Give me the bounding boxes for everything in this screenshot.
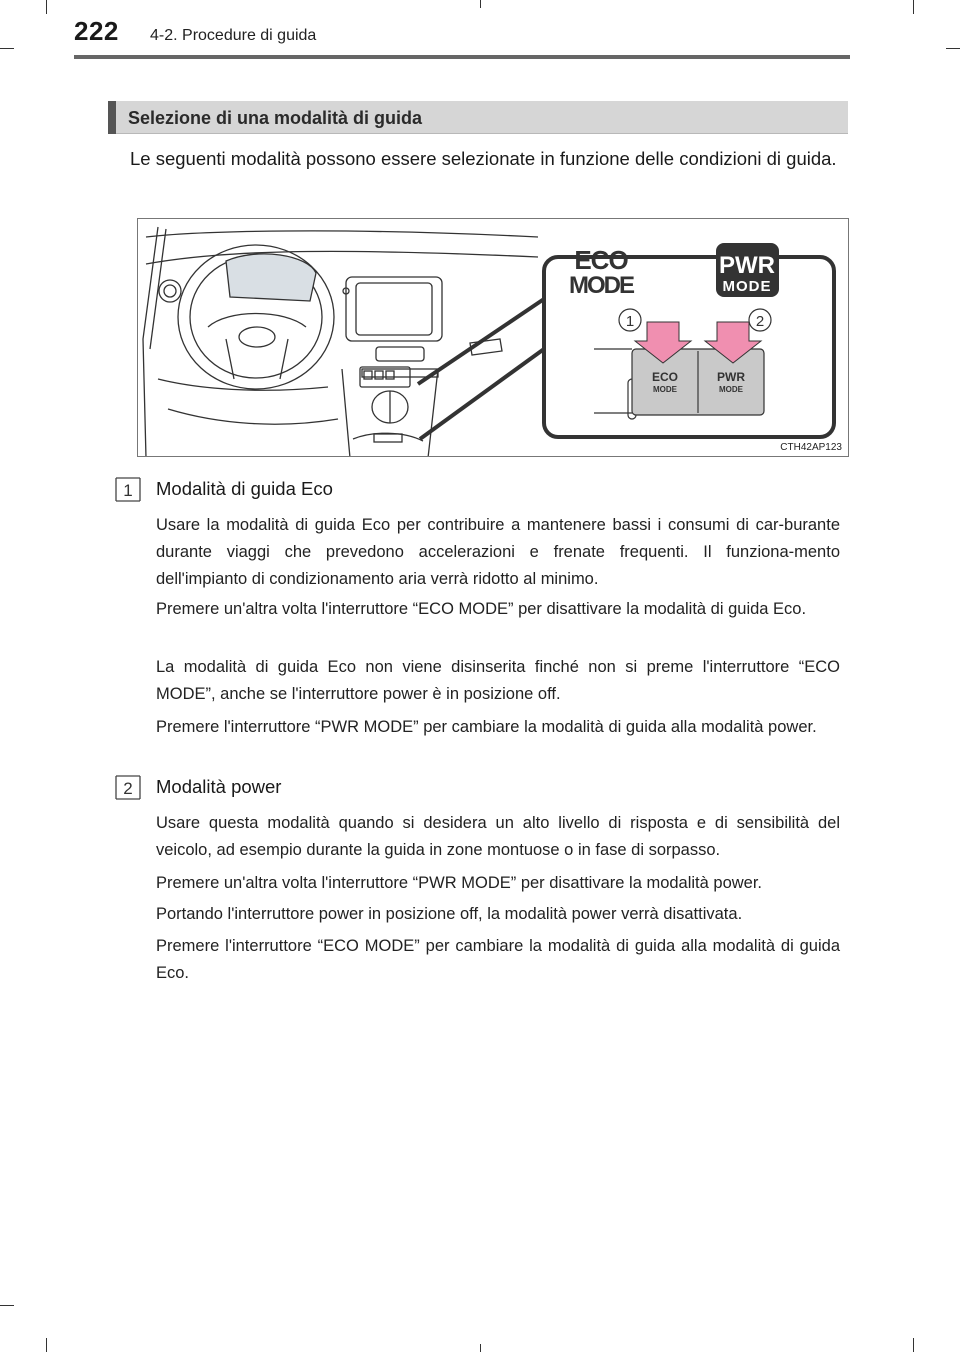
item-title-power: Modalità power (156, 776, 282, 797)
pwr-logo-line2: MODE (722, 278, 772, 295)
callout-label-1: 1 (625, 313, 635, 330)
dashboard-figure (137, 218, 849, 457)
crop-mark (0, 1305, 14, 1306)
pwr-switch-line2: MODE (719, 385, 743, 394)
item-number-text: 1 (123, 481, 133, 500)
eco-logo-line1: ECO (574, 245, 628, 275)
crop-mark (0, 48, 14, 49)
pwr-logo-line1: PWR (719, 252, 775, 279)
item-paragraph: La modalità di guida Eco non viene disinserita finché non si preme l'interruttore “ECO MODE”, anche se l'interruttore power è in posizione off. (156, 658, 840, 703)
number-box-icon (115, 775, 141, 800)
chapter-title: 4-2. Procedure di guida (150, 27, 317, 44)
callout-label-2: 2 (755, 313, 765, 330)
eco-switch-line1: ECO (651, 370, 679, 384)
crop-mark (946, 48, 960, 49)
eco-switch-line2: MODE (653, 385, 677, 394)
crop-mark (480, 1344, 481, 1352)
intro-paragraph: Le seguenti modalità possono essere selezionate in funzione delle condizioni di guida. (130, 148, 837, 169)
section-title: Selezione di una modalità di guida (128, 108, 423, 128)
dashboard-illustration (138, 219, 849, 457)
item-paragraph: Usare questa modalità quando si desidera un alto livello di risposta e di sensibilità del veicolo, ad esempio durante la guida in zone montuose o in fase di sorpasso. (156, 814, 840, 859)
item-paragraph: Portando l'interruttore power in posizione off, la modalità power verrà disattivata. (156, 905, 743, 923)
crop-mark (913, 1338, 914, 1352)
header-rule (74, 55, 850, 59)
item-paragraph: Premere l'interruttore “PWR MODE” per cambiare la modalità di guida alla modalità power. (156, 718, 817, 736)
section-accent (108, 101, 116, 134)
section-heading-bar (108, 101, 848, 134)
crop-mark (46, 0, 47, 14)
crop-mark (46, 1338, 47, 1352)
eco-logo-line2: MODE (569, 272, 633, 299)
number-box-icon (115, 477, 141, 502)
item-paragraph: Premere un'altra volta l'interruttore “ECO MODE” per disattivare la modalità di guida Eco. (156, 600, 807, 618)
item-number-2 (115, 775, 141, 800)
crop-mark (480, 0, 481, 8)
figure-code: CTH42AP123 (780, 442, 842, 453)
item-paragraph: Premere l'interruttore “ECO MODE” per cambiare la modalità di guida alla modalità di guida Eco. (156, 937, 840, 982)
item-paragraph: Usare la modalità di guida Eco per contribuire a mantenere bassi i consumi di car-burante durante viaggi che prevedono accelerazioni e frenate frequenti. Il funziona-mento dell'impianto di condizionamento aria verrà ridotto al minimo. (156, 516, 840, 588)
pwr-switch-line1: PWR (717, 370, 745, 384)
item-number-1 (115, 477, 141, 502)
item-number-text: 2 (123, 779, 133, 798)
item-paragraph: Premere un'altra volta l'interruttore “PWR MODE” per disattivare la modalità power. (156, 874, 763, 892)
crop-mark (913, 0, 914, 14)
item-title-eco: Modalità di guida Eco (156, 478, 333, 499)
page-number: 222 (74, 16, 119, 46)
